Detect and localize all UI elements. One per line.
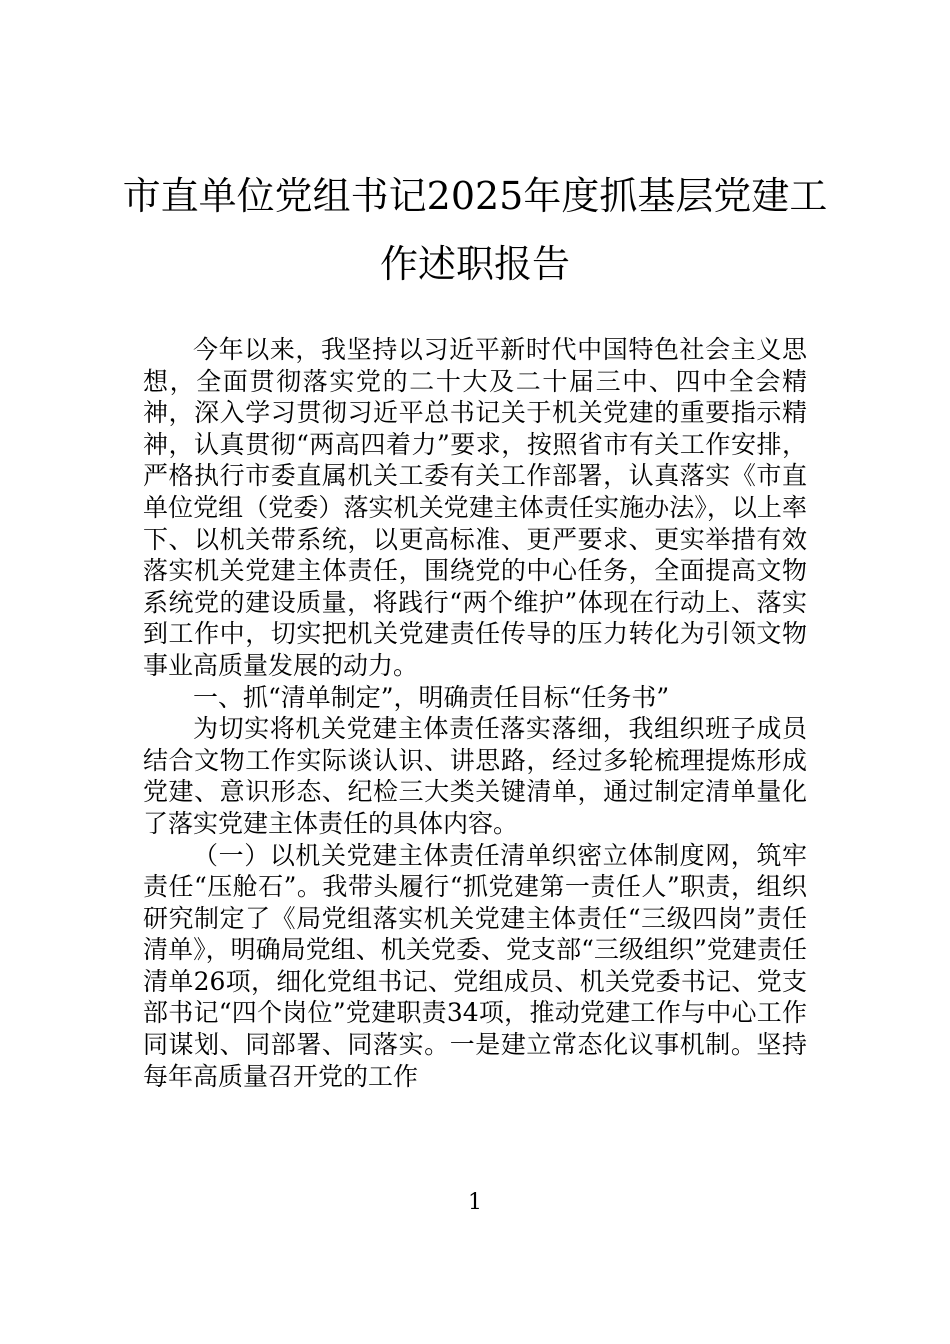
paragraph-intro: 今年以来，我坚持以习近平新时代中国特色社会主义思想，全面贯彻落实党的二十大及二十届三中、四中全会精神，深入学习贯彻习近平总书记关于机关党建的重要指示精神，认真贯彻“两高四着力”要求，按照省市有关工作安排，严格执行市委直属机关工委有关工作部署，认真落实《市直单位党组（党委）落实机关党建主体责任实施办法》，以上率下、以机关带系统，以更高标准、更严要求、更实举措有效落实机关党建主体责任，围绕党的中心任务，全面提高文物系统党的建设质量，将践行“两个维护”体现在行动上、落实到工作中，切实把机关党建责任传导的压力转化为引领文物事业高质量发展的动力。 (143, 335, 807, 680)
section-heading-1: 一、抓“清单制定”，明确责任目标“任务书” (193, 682, 670, 712)
paragraph-subsection-1: （一）以机关党建主体责任清单织密立体制度网，筑牢责任“压舱石”。我带头履行“抓党建第一责任人”职责，组织研究制定了《局党组落实机关党建主体责任“三级四岗”责任清单》，明确局党组、机关党委、党支部“三级组织”党建责任清单26项，细化党组书记、党组成员、机关党委书记、党支部书记“四个岗位”党建职责34项，推动党建工作与中心工作同谋划、同部署、同落实。一是建立常态化议事机制。坚持每年高质量召开党的工作 (143, 840, 807, 1091)
page-number: 1 (468, 1190, 482, 1215)
document-body (143, 334, 807, 1092)
paragraph-section-1: 为切实将机关党建主体责任落实落细，我组织班子成员结合文物工作实际谈认识、讲思路，经过多轮梳理提炼形成党建、意识形态、纪检三大类关键清单，通过制定清单量化了落实党建主体责任的具体内容。 (143, 714, 807, 838)
document-title-line-2: 作述职报告 (379, 242, 570, 286)
document-title-line-1: 市直单位党组书记2025年度抓基层党建工 (122, 174, 828, 218)
